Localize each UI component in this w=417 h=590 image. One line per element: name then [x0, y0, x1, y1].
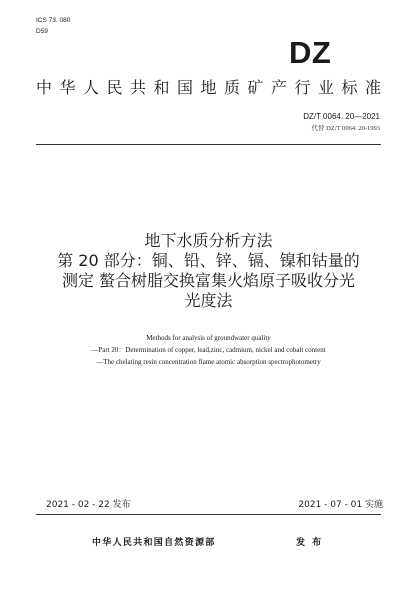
bottom-divider	[36, 514, 381, 515]
replaces-standard: 代替 DZ/T 0064. 20-1993	[311, 125, 380, 132]
english-title-line: Methods for analysis of groundwater quality	[146, 334, 271, 342]
ccs-code: D59	[36, 28, 48, 35]
standard-number: DZ/T 0064. 20—2021	[303, 112, 380, 121]
english-title	[20, 332, 397, 368]
implementation-date: 2021 - 07 - 01 实施	[298, 500, 383, 510]
chinese-title-line: 光度法	[184, 291, 233, 310]
top-divider	[36, 144, 381, 145]
english-title-line: —The chelating resin concentration flame atomic absorption spectrophotometry	[96, 358, 321, 366]
publish-label: 发 布	[296, 538, 324, 548]
dz-logo: DZ	[289, 35, 332, 70]
standard-category-title: 中华人民共和国地质矿产行业标准	[36, 78, 381, 97]
chinese-title-line: 第 20 部分：铜、铅、锌、镉、镍和钴量的	[57, 251, 360, 270]
chinese-title-line: 地下水质分析方法	[144, 231, 273, 250]
publisher-name: 中华人民共和国自然资源部	[92, 538, 216, 548]
chinese-title	[20, 231, 397, 311]
issue-date: 2021 - 02 - 22 发布	[46, 500, 131, 510]
chinese-title-line: 测定 螯合树脂交换富集火焰原子吸收分光	[61, 271, 356, 290]
ics-code: ICS 73. 080	[36, 17, 71, 24]
english-title-line: —Part 20：Determination of copper, lead,zinc, cadmium, nickel and cobalt content	[91, 346, 326, 354]
